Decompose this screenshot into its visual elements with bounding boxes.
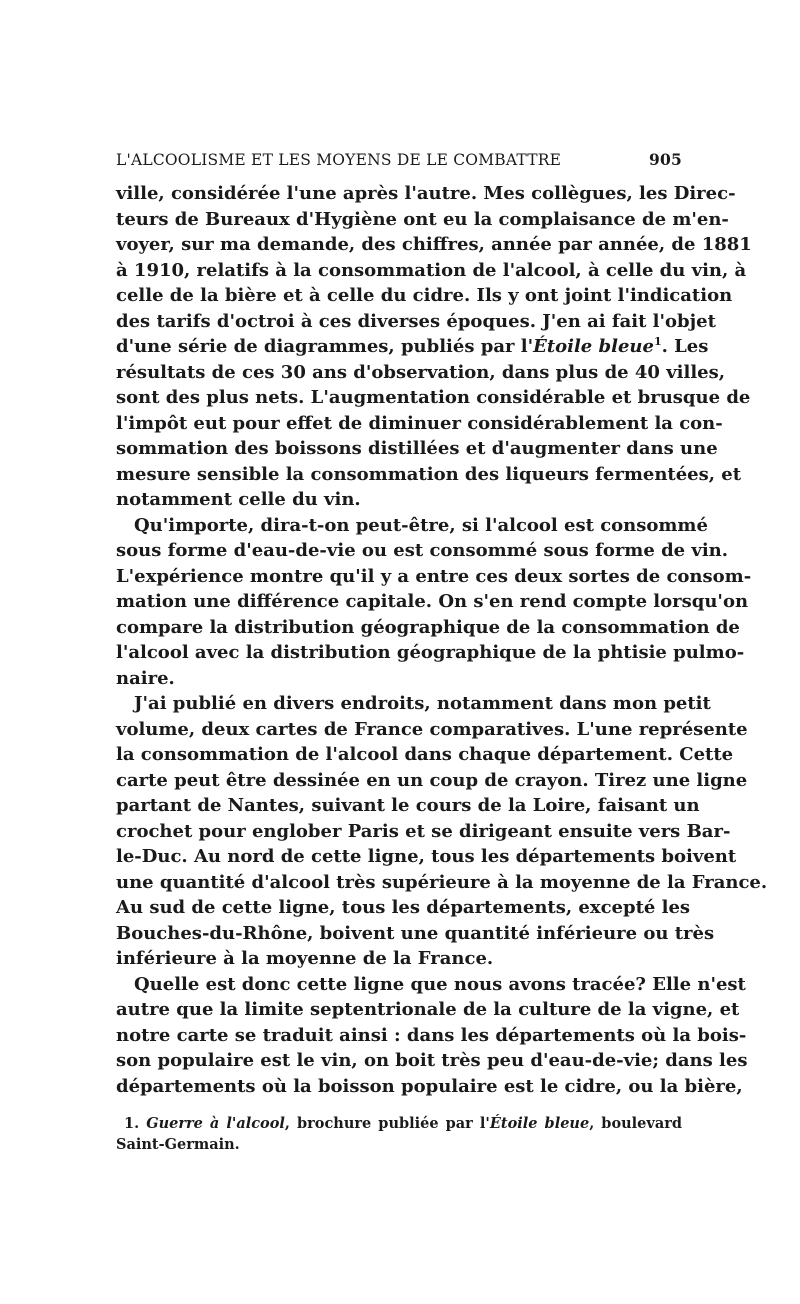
text-run: autre que la limite septentrionale de la culture de la vigne, et	[116, 999, 740, 1020]
text-line	[116, 793, 700, 819]
text-line	[116, 258, 747, 284]
text-line	[116, 283, 733, 309]
text-run: mation une différence capitale. On s'en rend compte lorsqu'on	[116, 591, 749, 612]
text-line	[116, 946, 682, 972]
text-line	[116, 997, 740, 1023]
paragraph	[116, 691, 768, 972]
text-line	[116, 691, 711, 717]
text-run: Qu'importe, dira-t-on peut-être, si l'alcool est consommé	[134, 514, 708, 536]
text-line	[116, 768, 748, 794]
text-run: résultats de ces 30 ans d'observation, dans plus de 40 villes,	[116, 361, 726, 383]
italic-text: Guerre à l'alcool	[146, 1115, 285, 1132]
italic-text: Étoile bleue	[489, 1115, 590, 1132]
text-run: volume, deux cartes de France comparatives. L'une représente	[116, 718, 748, 740]
running-title: L'ALCOOLISME ET LES MOYENS DE LE COMBATTRE	[116, 151, 562, 169]
text-run: notre carte se traduit ainsi : dans les départements où la bois-	[116, 1024, 747, 1046]
footnote-line	[116, 1113, 682, 1134]
text-run: Bouches-du-Rhône, boivent une quantité inférieure ou très	[116, 922, 715, 944]
paragraph	[116, 513, 752, 692]
text-line	[116, 615, 740, 641]
text-line	[116, 870, 768, 896]
text-line	[116, 1048, 748, 1074]
text-run: sommation des boissons distillées et d'augmenter dans une	[116, 438, 718, 459]
text-line	[116, 385, 751, 411]
text-run: carte peut être dessinée en un coup de crayon. Tirez une ligne	[116, 769, 748, 791]
text-line	[116, 232, 752, 258]
text-run: son populaire est le vin, on boit très peu d'eau-de-vie; dans les	[116, 1050, 748, 1071]
text-run: crochet pour englober Paris et se dirigeant ensuite vers Bar-	[116, 820, 731, 842]
text-run: d'une série de diagrammes, publiés par l'	[116, 336, 534, 357]
text-line	[116, 538, 729, 564]
text-run: teurs de Bureaux d'Hygiène ont eu la complaisance de m'en-	[116, 208, 729, 230]
text-run: , brochure publiée par l'	[284, 1115, 490, 1132]
text-line	[116, 972, 746, 998]
text-run: départements où la boisson populaire est le cidre, ou la bière,	[116, 1075, 743, 1097]
text-line	[116, 666, 682, 692]
text-line	[116, 895, 691, 921]
text-run: mesure sensible la consommation des liqueurs fermentées, et	[116, 463, 742, 485]
text-run: voyer, sur ma demande, des chiffres, année par année, de 1881	[116, 234, 752, 255]
text-run: Au sud de cette ligne, tous les départements, excepté les	[116, 897, 691, 918]
text-run: L'expérience montre qu'il y a entre ces deux sortes de consom-	[116, 565, 752, 587]
text-line	[116, 487, 682, 513]
text-run: naire.	[116, 667, 175, 689]
footnotes	[116, 1113, 682, 1155]
text-run: ville, considérée l'une après l'autre. Mes collègues, les Direc-	[116, 183, 736, 204]
text-line	[116, 334, 709, 360]
text-run: , boulevard	[589, 1115, 682, 1132]
text-run: la consommation de l'alcool dans chaque département. Cette	[116, 744, 734, 765]
text-line	[116, 819, 731, 845]
text-run: inférieure à la moyenne de la France.	[116, 948, 494, 969]
text-line	[116, 411, 723, 437]
text-run: à 1910, relatifs à la consommation de l'alcool, à celle du vin, à	[116, 259, 747, 281]
text-run: sous forme d'eau-de-vie ou est consommé sous forme de vin.	[116, 540, 729, 561]
text-line	[116, 640, 745, 666]
text-run: notamment celle du vin.	[116, 489, 361, 510]
text-line	[116, 742, 734, 768]
text-run: partant de Nantes, suivant le cours de la Loire, faisant un	[116, 795, 700, 816]
text-line	[116, 462, 742, 488]
text-run: sont des plus nets. L'augmentation considérable et brusque de	[116, 387, 751, 408]
text-line	[116, 207, 729, 233]
text-run: J'ai publié en divers endroits, notamment dans mon petit	[134, 693, 711, 714]
text-run: des tarifs d'octroi à ces diverses époques. J'en ai fait l'objet	[116, 310, 716, 332]
page-number: 905	[649, 150, 682, 169]
text-line	[116, 717, 748, 743]
body-text	[116, 181, 768, 1099]
text-run: . Les	[661, 336, 709, 357]
text-line	[116, 360, 726, 386]
paragraph	[116, 181, 752, 513]
text-run: l'impôt eut pour effet de diminuer considérablement la con-	[116, 412, 723, 434]
text-line	[116, 589, 749, 615]
text-run: Saint-Germain.	[116, 1136, 240, 1153]
text-line	[116, 844, 737, 870]
text-run: l'alcool avec la distribution géographique de la phtisie pulmo-	[116, 642, 745, 663]
italic-text: Étoile bleue	[533, 336, 654, 357]
paragraph	[116, 972, 748, 1100]
text-line	[116, 309, 716, 335]
footnote-line	[116, 1134, 682, 1155]
running-header	[116, 150, 682, 169]
text-run: 1.	[124, 1115, 147, 1132]
text-line	[116, 1023, 747, 1049]
text-run: une quantité d'alcool très supérieure à la moyenne de la France.	[116, 871, 768, 893]
footnote-ref: 1	[653, 335, 662, 348]
text-line	[116, 513, 708, 539]
text-line	[116, 1074, 743, 1100]
footnote	[116, 1113, 682, 1155]
text-run: celle de la bière et à celle du cidre. Ils y ont joint l'indication	[116, 285, 733, 306]
text-run: le-Duc. Au nord de cette ligne, tous les départements boivent	[116, 846, 737, 867]
text-line	[116, 181, 736, 207]
text-line	[116, 921, 715, 947]
text-run: Quelle est donc cette ligne que nous avons tracée? Elle n'est	[134, 973, 746, 995]
text-line	[116, 564, 752, 590]
text-run: compare la distribution géographique de la consommation de	[116, 616, 740, 638]
text-line	[116, 436, 718, 462]
